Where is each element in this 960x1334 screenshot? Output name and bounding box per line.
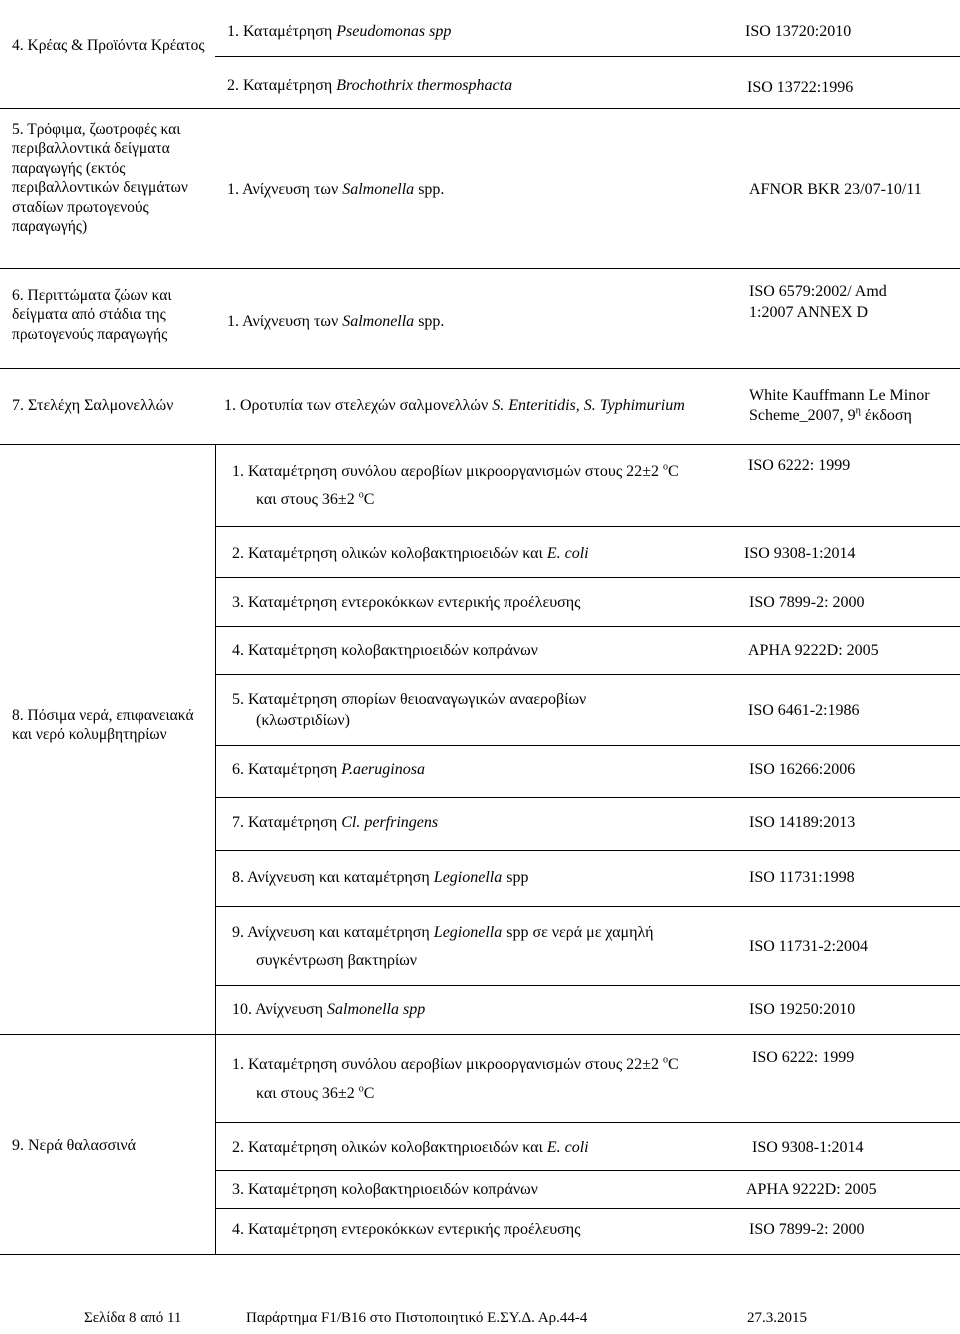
method-9-3: 3. Καταμέτρηση κολοβακτηριοειδών κοπράνων <box>232 1181 538 1198</box>
category-5: 5. Τρόφιμα, ζωοτροφές και περιβαλλοντικά δείγματα παραγωγής (εκτός περιβαλλοντικών δειγμάτων σταδίων πρωτογενούς παραγωγής) <box>12 121 188 235</box>
category-6: 6. Περιττώματα ζώων και δείγματα από στάδια της πρωτογενούς παραγωγής <box>12 287 172 343</box>
standard-6-1b: 1:2007 ANNEX D <box>749 304 869 321</box>
standard-8-2: ISO 9308-1:2014 <box>744 545 856 562</box>
standard-6-1a: ISO 6579:2002/ Amd <box>749 283 887 300</box>
standard-9-1: ISO 6222: 1999 <box>752 1049 855 1066</box>
method-5-1: 1. Ανίχνευση των Salmonella spp. <box>227 181 445 198</box>
standard-7-1b: Scheme_2007, $9^\eta$ έκδοση <box>749 405 912 424</box>
method-8-2: 2. Καταμέτρηση ολικών κολοβακτηριοειδών και E. coli <box>232 545 589 562</box>
method-8-8: 8. Ανίχνευση και καταμέτρηση Legionella spp <box>232 869 529 886</box>
footer-page-number: Σελίδα 8 από 11 <box>84 1310 182 1326</box>
footer-date: 27.3.2015 <box>747 1310 807 1326</box>
method-8-1b: και στους 36±2 $^o$C <box>256 489 375 508</box>
method-8-6: 6. Καταμέτρηση P.aeruginosa <box>232 761 425 778</box>
row-divider <box>215 1208 960 1209</box>
row-divider <box>215 745 960 746</box>
standard-9-3: APHA 9222D: 2005 <box>746 1181 877 1198</box>
standard-4-2: ISO 13722:1996 <box>747 79 854 96</box>
method-6-1: 1. Ανίχνευση των Salmonella spp. <box>227 313 445 330</box>
method-8-1a: 1. Καταμέτρηση συνόλου αεροβίων μικροοργανισμών στους 22±2 $^o$C <box>232 461 679 480</box>
section-divider <box>0 368 960 369</box>
standard-8-1: ISO 6222: 1999 <box>748 457 851 474</box>
standard-8-7: ISO 14189:2013 <box>749 814 856 831</box>
method-9-2: 2. Καταμέτρηση ολικών κολοβακτηριοειδών και E. coli <box>232 1139 589 1156</box>
standard-8-5: ISO 6461-2:1986 <box>748 702 860 719</box>
section-divider <box>0 1034 960 1035</box>
row-divider <box>215 906 960 907</box>
row-divider <box>215 1170 960 1171</box>
column-divider <box>215 444 216 1034</box>
column-divider <box>215 1034 216 1254</box>
section-divider <box>0 1254 960 1255</box>
method-8-7: 7. Καταμέτρηση Cl. perfringens <box>232 814 439 831</box>
row-divider <box>215 577 960 578</box>
row-divider <box>215 797 960 798</box>
row-divider <box>215 1122 960 1123</box>
footer-annex: Παράρτημα F1/B16 στο Πιστοποιητικό Ε.ΣΥ.Δ. Αρ.44-4 <box>246 1310 588 1326</box>
category-7: 7. Στελέχη Σαλμονελλών <box>12 397 174 414</box>
method-4-1: 1. Καταμέτρηση Pseudomonas spp <box>227 23 452 40</box>
standard-8-9: ISO 11731-2:2004 <box>749 938 868 955</box>
row-divider <box>215 526 960 527</box>
standard-4-1: ISO 13720:2010 <box>745 23 852 40</box>
method-9-1b: και στους 36±2 $^o$C <box>256 1083 375 1102</box>
category-4: 4. Κρέας & Προϊόντα Κρέατος <box>12 37 205 54</box>
category-9: 9. Νερά θαλασσινά <box>12 1137 136 1154</box>
standard-5-1: AFNOR BKR 23/07-10/11 <box>749 181 922 198</box>
method-4-2: 2. Καταμέτρηση Brochothrix thermosphacta <box>227 77 513 94</box>
method-8-3: 3. Καταμέτρηση εντεροκόκκων εντερικής προέλευσης <box>232 594 581 611</box>
method-9-1a: 1. Καταμέτρηση συνόλου αεροβίων μικροοργανισμών στους 22±2 $^o$C <box>232 1054 679 1073</box>
row-divider <box>215 674 960 675</box>
row-divider <box>215 56 960 57</box>
method-8-10: 10. Ανίχνευση Salmonella spp <box>232 1001 426 1018</box>
standard-8-3: ISO 7899-2: 2000 <box>749 594 865 611</box>
standard-7-1a: White Kauffmann Le Minor <box>749 387 930 404</box>
row-divider <box>215 626 960 627</box>
section-divider <box>0 108 960 109</box>
method-7-1: 1. Ορoτυπία των στελεχών σαλμονελλών S. Enteritidis, S. Typhimurium <box>224 397 685 414</box>
standard-8-6: ISO 16266:2006 <box>749 761 856 778</box>
method-8-9a: 9. Ανίχνευση και καταμέτρηση Legionella spp σε νερά με χαμηλή <box>232 924 654 941</box>
method-8-4: 4. Καταμέτρηση κολοβακτηριοειδών κοπράνων <box>232 642 538 659</box>
method-8-5a: 5. Καταμέτρηση σπορίων θειοαναγωγικών αναεροβίων <box>232 691 587 708</box>
method-8-5b: (κλωστριδίων) <box>256 712 350 729</box>
standard-8-8: ISO 11731:1998 <box>749 869 855 886</box>
standard-9-4: ISO 7899-2: 2000 <box>749 1221 865 1238</box>
row-divider <box>215 985 960 986</box>
section-divider <box>0 268 960 269</box>
standard-8-10: ISO 19250:2010 <box>749 1001 856 1018</box>
method-9-4: 4. Καταμέτρηση εντεροκόκκων εντερικής προέλευσης <box>232 1221 581 1238</box>
standard-8-4: APHA 9222D: 2005 <box>748 642 879 659</box>
row-divider <box>215 850 960 851</box>
category-8: 8. Πόσιμα νερά, επιφανειακά και νερό κολυμβητηρίων <box>12 707 194 744</box>
section-divider <box>0 444 960 445</box>
method-8-9b: συγκέντρωση βακτηρίων <box>256 952 418 969</box>
standard-9-2: ISO 9308-1:2014 <box>752 1139 864 1156</box>
